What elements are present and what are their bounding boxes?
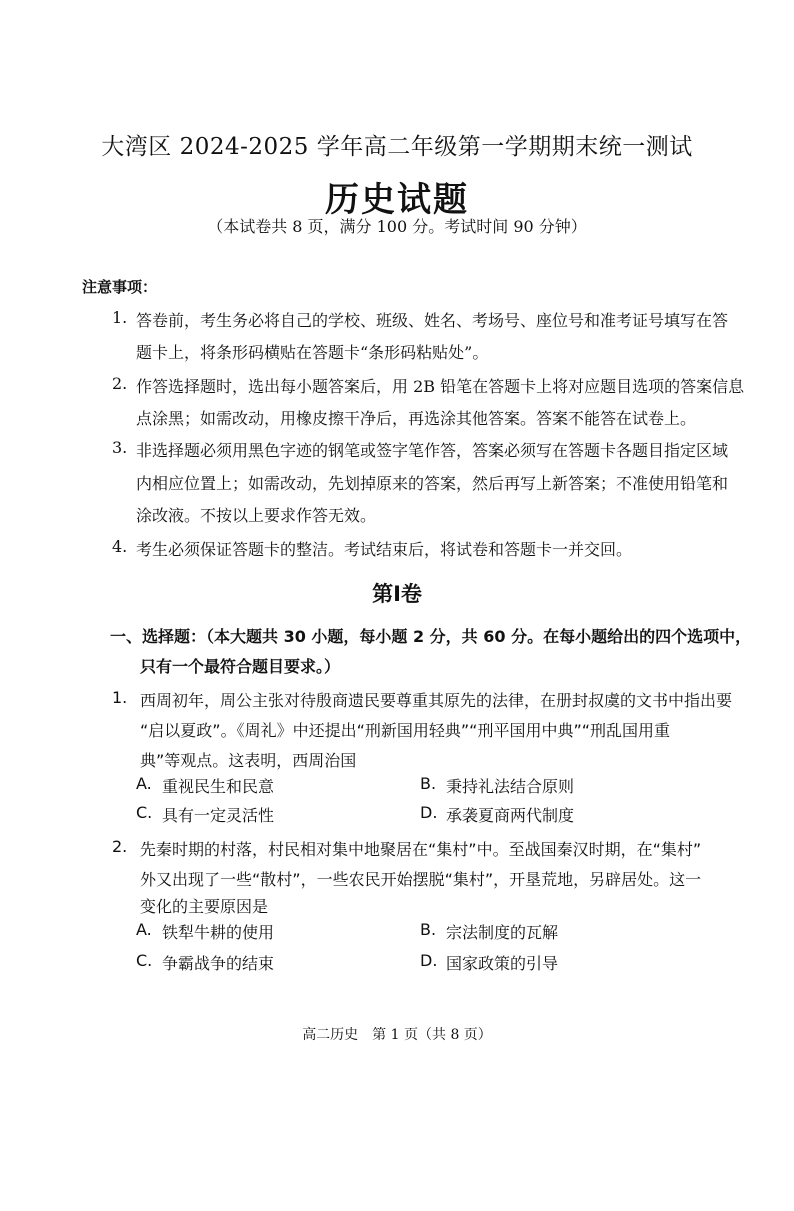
subject-title: 历史试题: [325, 180, 469, 220]
question-number: 1.: [112, 688, 128, 707]
option-label: C.: [136, 803, 153, 822]
option-label: D.: [420, 951, 438, 970]
section-heading-line: 一、选择题：（本大题共 30 小题，每小题 2 分，共 60 分。在每小题给出的四个选项中，: [110, 627, 752, 646]
notice-item-number: 3.: [112, 438, 128, 457]
notice-item-number: 2.: [112, 374, 128, 393]
notice-heading: 注意事项：: [82, 278, 158, 296]
option-label: A.: [136, 774, 152, 793]
question-stem-line: 典”等观点。这表明，西周治国: [140, 751, 357, 770]
option-text: 承袭夏商两代制度: [446, 806, 575, 825]
part-title: 第Ⅰ卷: [372, 582, 422, 606]
question-stem-line: “启以夏政”。《周礼》中还提出“刑新国用轻典”“刑平国用中典”“刑乱国用重: [140, 721, 671, 740]
exam-info: （本试卷共 8 页，满分 100 分。考试时间 90 分钟）: [207, 217, 587, 236]
option-text: 国家政策的引导: [446, 954, 559, 973]
notice-item-number: 4.: [112, 537, 128, 556]
notice-item-line: 答卷前，考生务必将自己的学校、班级、姓名、考场号、座位号和准考证号填写在答: [136, 311, 729, 330]
question-stem-line: 西周初年，周公主张对待殷商遗民要尊重其原先的法律，在册封叔虞的文书中指出要: [140, 691, 733, 710]
question-stem-line: 变化的主要原因是: [140, 897, 269, 916]
option-label: B.: [420, 920, 437, 939]
option-text: 宗法制度的瓦解: [446, 923, 559, 942]
notice-item-line: 内相应位置上；如需改动，先划掉原来的答案，然后再写上新答案；不准使用铅笔和: [136, 474, 729, 493]
notice-item-line: 涂改液。不按以上要求作答无效。: [136, 506, 377, 525]
notice-item-line: 题卡上，将条形码横贴在答题卡“条形码粘贴处”。: [136, 343, 489, 362]
question-stem-line: 先秦时期的村落，村民相对集中地聚居在“集村”中。至战国秦汉时期，在“集村”: [140, 840, 702, 859]
option-text: 秉持礼法结合原则: [446, 777, 575, 796]
notice-item-line: 考生必须保证答题卡的整洁。考试结束后，将试卷和答题卡一并交回。: [136, 540, 633, 559]
section-heading-line: 只有一个最符合题目要求。）: [140, 657, 341, 676]
notice-item-number: 1.: [112, 308, 128, 327]
option-text: 铁犁牛耕的使用: [162, 923, 275, 942]
question-number: 2.: [112, 837, 128, 856]
page-footer: 高二历史 第 1 页（共 8 页）: [302, 1027, 492, 1043]
notice-item-line: 点涂黑；如需改动，用橡皮擦干净后，再选涂其他答案。答案不能答在试卷上。: [136, 409, 697, 428]
option-label: D.: [420, 803, 438, 822]
option-text: 具有一定灵活性: [162, 806, 275, 825]
notice-item-line: 非选择题必须用黑色字迹的钢笔或签字笔作答，答案必须写在答题卡各题目指定区域: [136, 441, 729, 460]
question-stem-line: 外又出现了一些“散村”，一些农民开始摆脱“集村”，开垦荒地，另辟居处。这一: [140, 870, 702, 889]
option-text: 重视民生和民意: [162, 777, 275, 796]
option-label: B.: [420, 774, 437, 793]
notice-item-line: 作答选择题时，选出每小题答案后，用 2B 铅笔在答题卡上将对应题目选项的答案信息: [136, 377, 745, 396]
option-label: C.: [136, 951, 153, 970]
option-text: 争霸战争的结束: [162, 954, 275, 973]
exam-title: 大湾区 2024-2025 学年高二年级第一学期期末统一测试: [101, 134, 693, 160]
option-label: A.: [136, 920, 152, 939]
